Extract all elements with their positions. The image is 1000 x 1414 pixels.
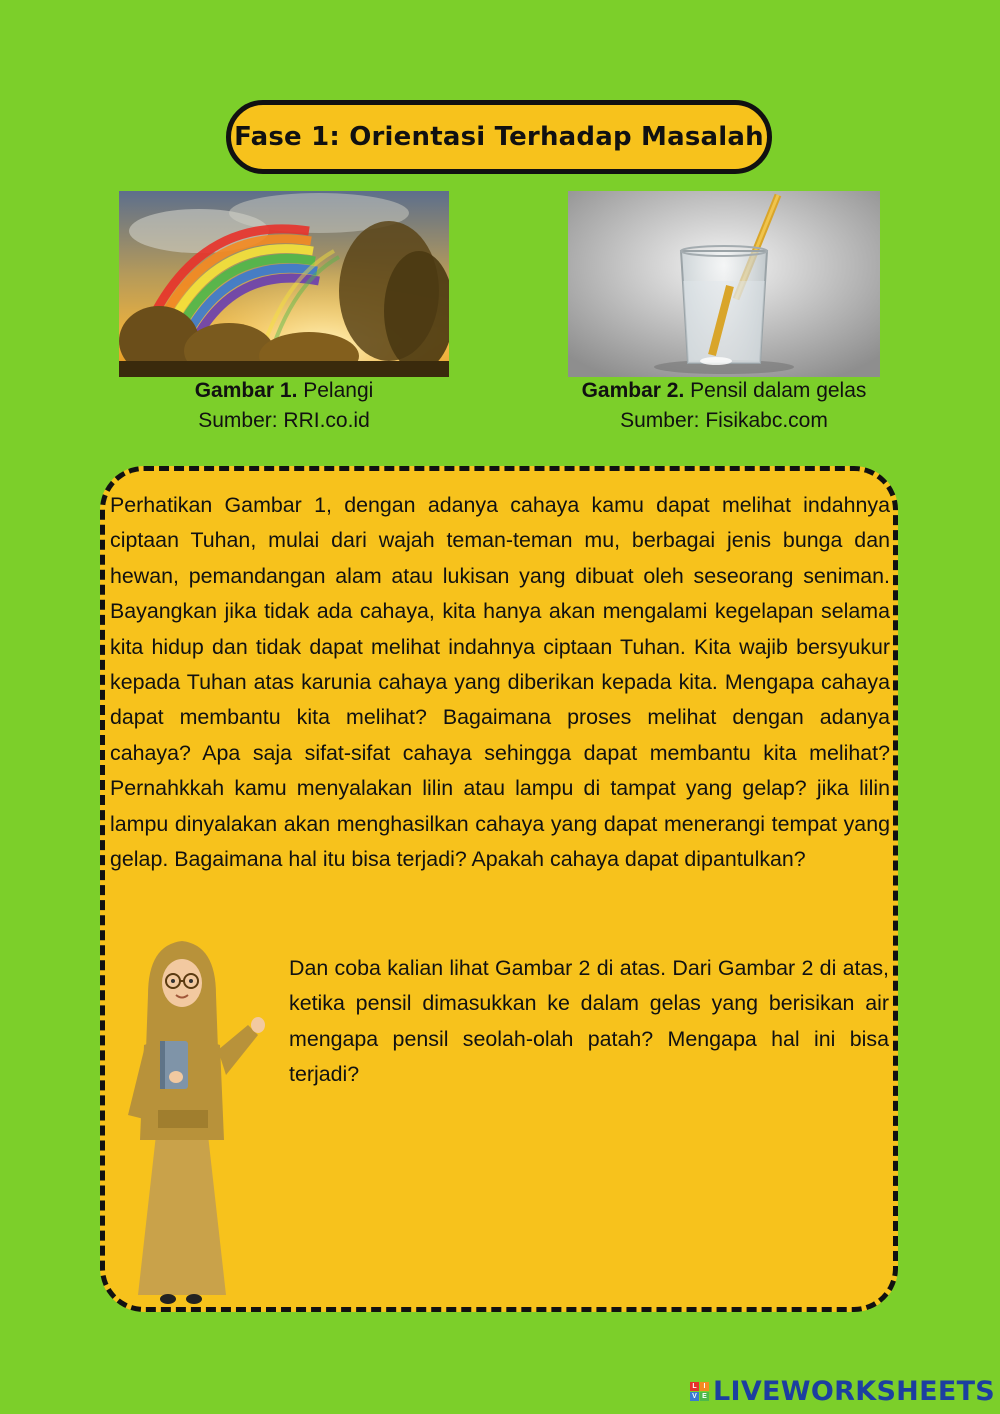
figure-1-source: Sumber: RRI.co.id bbox=[198, 409, 370, 432]
logo-text: LIVEWORKSHEETS bbox=[713, 1375, 996, 1407]
figure-2-name: Pensil dalam gelas bbox=[690, 379, 867, 402]
pencil-in-glass-photo bbox=[568, 191, 880, 377]
figure-1-label: Gambar 1. bbox=[194, 379, 298, 402]
page-title: Fase 1: Orientasi Terhadap Masalah bbox=[234, 122, 764, 152]
title-banner bbox=[226, 100, 772, 174]
figure-2-label: Gambar 2. bbox=[581, 379, 685, 402]
paragraph-2: Dan coba kalian lihat Gambar 2 di atas. Dari Gambar 2 di atas, ketika pensil dimasukkan ke dalam gelas yang berisikan air mengapa pensil seolah-olah patah? Mengapa hal ini bisa terjadi? bbox=[289, 956, 889, 1087]
liveworksheets-logo bbox=[690, 1374, 995, 1408]
figure-1-name: Pelangi bbox=[303, 379, 374, 402]
logo-mark-icon: L I V E bbox=[690, 1382, 709, 1401]
figure-2-caption bbox=[549, 376, 899, 436]
figure-1-caption bbox=[119, 376, 449, 436]
teacher-illustration bbox=[118, 935, 278, 1312]
paragraph-1: Perhatikan Gambar 1, dengan adanya cahaya kamu dapat melihat indahnya ciptaan Tuhan, mulai dari wajah teman-teman mu, berbagai jenis bunga dan hewan, pemandangan alam atau lukisan yang dibuat oleh seseorang seniman. Bayangkan jika tidak ada cahaya, kita hanya akan mengalami kegelapan selama kita hidup dan tidak dapat melihat indahnya ciptaan Tuhan. Kita wajib bersyukur kepada Tuhan atas karunia cahaya yang diberikan kepada kita. Mengapa cahaya dapat membantu kita melihat? Bagaimana proses melihat dengan adanya cahaya? Apa saja sifat-sifat cahaya sehingga dapat membantu kita melihat? Pernahkkah kamu menyalakan lilin atau lampu di tampat yang gelap? jika lilin lampu dinyalakan akan menghasilkan cahaya yang dapat menerangi tempat yang gelap. Bagaimana hal itu bisa terjadi? Apakah cahaya dapat dipantulkan? bbox=[110, 493, 890, 872]
figure-2-source: Sumber: Fisikabc.com bbox=[620, 409, 828, 432]
rainbow-photo bbox=[119, 191, 449, 377]
